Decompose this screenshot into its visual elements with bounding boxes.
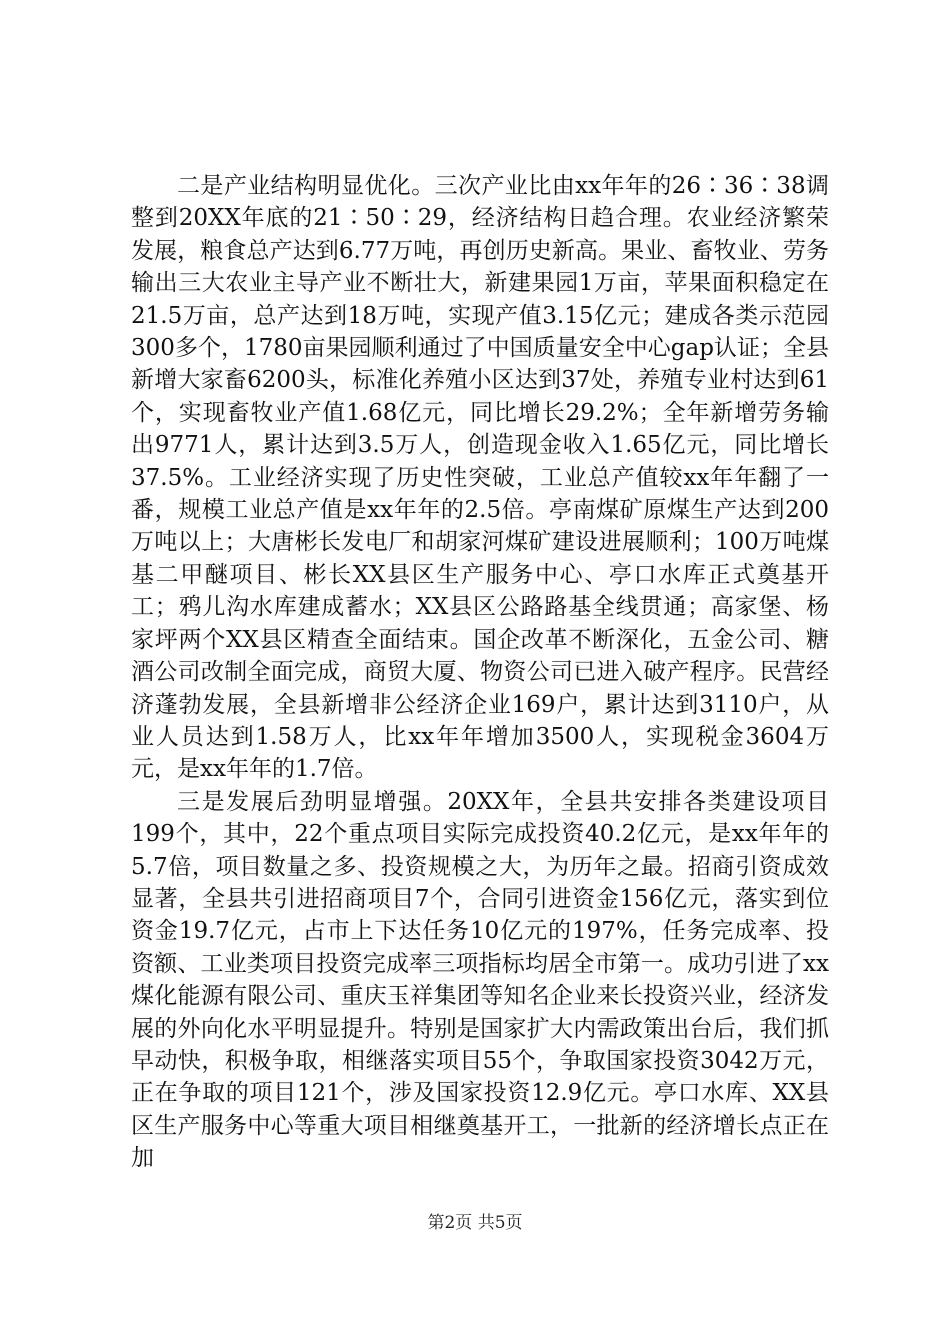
page-footer: 第2页 共5页 bbox=[427, 1213, 523, 1233]
document-body bbox=[131, 170, 829, 1175]
paragraph-development-momentum: 三是发展后劲明显增强。20XX年，全县共安排各类建设项目199个，其中，22个重点项目实际完成投资40.2亿元，是xx年年的5.7倍，项目数量之多、投资规模之大，为历年之最。招商引资成效显著，全县共引进招商项目7个，合同引进资金156亿元，落实到位资金19.7亿元，占市上下达任务10亿元的197%，任务完成率、投资额、工业类项目投资完成率三项指标均居全市第一。成功引进了xx煤化能源有限公司、重庆玉祥集团等知名企业来长投资兴业，经济发展的外向化水平明显提升。特别是国家扩大内需政策出台后，我们抓早动快，积极争取，相继落实项目55个，争取国家投资3042万元，正在争取的项目121个，涉及国家投资12.9亿元。亭口水库、XX县区生产服务中心等重大项目相继奠基开工，一批新的经济增长点正在加 bbox=[131, 788, 829, 1172]
paragraph-industrial-structure: 二是产业结构明显优化。三次产业比由xx年年的26∶36∶38调整到20XX年底的21∶50∶29，经济结构日趋合理。农业经济繁荣发展，粮食总产达到6.77万吨，再创历史新高。果业、畜牧业、劳务输出三大农业主导产业不断壮大，新建果园1万亩，苹果面积稳定在21.5万亩，总产达到18万吨，实现产值3.15亿元；建成各类示范园300多个，1780亩果园顺利通过了中国质量安全中心gap认证；全县新增大家畜6200头，标准化养殖小区达到37处，养殖专业村达到61个，实现畜牧业产值1.68亿元，同比增长29.2%；全年新增劳务输出9771人，累计达到3.5万人，创造现金收入1.65亿元，同比增长37.5%。工业经济实现了历史性突破，工业总产值较xx年年翻了一番，规模工业总产值是xx年年的2.5倍。亭南煤矿原煤生产达到200万吨以上；大唐彬长发电厂和胡家河煤矿建设进展顺利；100万吨煤基二甲醚项目、彬长XX县区生产服务中心、亭口水库正式奠基开工；鸦儿沟水库建成蓄水；XX县区公路路基全线贯通；高家堡、杨家坪两个XX县区精查全面结束。国企改革不断深化，五金公司、糖酒公司改制全面完成，商贸大厦、物资公司已进入破产程序。民营经济蓬勃发展，全县新增非公经济企业169户，累计达到3110户，从业人员达到1.58万人，比xx年年增加3500人，实现税金3604万元，是xx年年的1.7倍。 bbox=[131, 173, 829, 783]
